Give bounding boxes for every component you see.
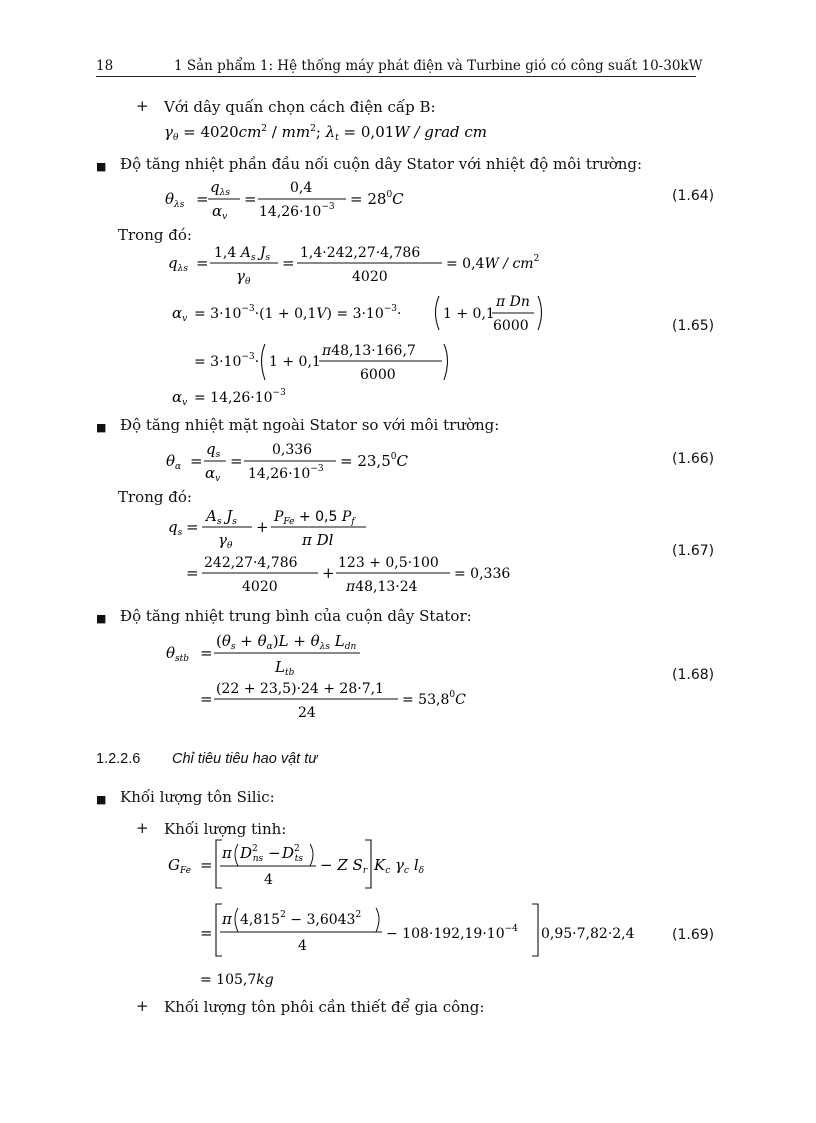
svg-text:GFe: $G_{Fe}$ (168, 856, 192, 876)
svg-text:(22 + 23,5)·24 + 28·7,1: (22 + 23,5)·24 + 28·7,1 (216, 681, 384, 697)
square-bullet: ■ (96, 421, 107, 434)
svg-text:π Dn: π Dn (496, 294, 530, 310)
svg-text:1 + 0,1: 1 + 0,1 (443, 306, 495, 322)
header-rule (96, 76, 696, 77)
svg-text:4020: 4020 (242, 579, 278, 595)
svg-text:As Js: $A_s$ $J_s$ (206, 507, 237, 527)
plus-bullet: + (136, 997, 149, 1015)
svg-text:14,26·10−3: $14,26\cdot 10^{-3}$ (248, 464, 324, 482)
where-label: Trong đó: (118, 488, 192, 506)
svg-text:π: π (222, 844, 232, 862)
equation-number-1-67: (1.67) (672, 543, 715, 559)
equation-number-1-69: (1.69) (672, 927, 715, 943)
formula-q-s-1 (160, 504, 420, 550)
svg-text:αv: $\alpha_v$ (212, 202, 228, 220)
svg-text:123 + 0,5·100: 123 + 0,5·100 (338, 555, 439, 571)
svg-text:4,8152 − 3,60432: $4,815^2 - 3,6043^2$ (240, 910, 362, 928)
svg-text:4020: 4020 (352, 269, 388, 285)
svg-text:=: = (186, 518, 199, 536)
svg-text:242,27·4,786: 242,27·4,786 (204, 555, 298, 571)
svg-text:0,95·7,82·2,4: 0,95·7,82·2,4 (541, 926, 635, 942)
svg-text:= 280C: = $28^0C$ (350, 190, 404, 208)
svg-text:= 3·10−3·: = $3\cdot 10^{-3}\cdot$ (194, 352, 260, 370)
svg-text:θstb: $\theta_{stb}$ (166, 644, 190, 664)
running-title: 1 Sản phẩm 1: Hệ thống máy phát điện và Turbine gió có công suất 10-30kW (174, 58, 703, 74)
plus-bullet: + (136, 97, 149, 115)
svg-text:=: = (282, 254, 295, 272)
svg-text:+: + (256, 518, 269, 536)
wire-insulation-text: Với dây quấn chọn cách điện cấp B: (164, 98, 436, 116)
silicon-mass-text: Khối lượng tôn Silic: (120, 788, 275, 806)
svg-text:=: = (186, 564, 199, 582)
svg-text:D2ns: $D^2$ ns (240, 844, 264, 864)
svg-text:−: − (268, 844, 281, 862)
svg-text:qλs: $q_{\lambda s}$ (168, 254, 188, 274)
svg-text:qλs: $q_{\lambda s}$ (210, 178, 230, 198)
formula-q-lambda-s (160, 240, 560, 286)
svg-text:6000: 6000 (493, 318, 529, 334)
svg-text:4: 4 (264, 872, 273, 888)
svg-text:=: = (190, 452, 203, 470)
section-number: 1.2.2.6 (96, 751, 141, 767)
formula-alpha-v-1 (160, 290, 560, 334)
formula-alpha-v-3 (160, 384, 360, 410)
svg-text:4: 4 (298, 938, 307, 954)
svg-text:= 14,26·10−3: = $14,26\cdot 10^{-3}$ (194, 388, 286, 406)
svg-text:=: = (200, 924, 213, 942)
svg-text:= 53,80C: = $53,8^0C$ (402, 690, 466, 708)
where-label: Trong đó: (118, 226, 192, 244)
svg-text:=: = (200, 856, 213, 874)
svg-text:=: = (244, 190, 257, 208)
formula-g-fe-1 (160, 836, 460, 892)
svg-text:D2ts: $D^2$ ts (282, 844, 304, 864)
svg-text:(θs + θα)L + θλs Ldn: $(\theta_s + \theta_\alpha)L + \theta_{\lambda s}$ $L_{dn}$ (216, 632, 357, 652)
formula-theta-stb-1 (160, 628, 420, 678)
svg-text:=: = (200, 644, 213, 662)
formula-gamma-lambda (160, 118, 520, 146)
svg-text:= 0,336: = 0,336 (454, 566, 511, 582)
formula-theta-lambda-s (160, 176, 420, 220)
svg-text:1,4·242,27·4,786: 1,4·242,27·4,786 (300, 245, 421, 261)
svg-text:=: = (196, 254, 209, 272)
square-bullet: ■ (96, 612, 107, 625)
equation-number-1-68: (1.68) (672, 667, 715, 683)
net-mass-text: Khối lượng tinh: (164, 820, 287, 838)
equation-number-1-64: (1.64) (672, 188, 715, 204)
formula-alpha-v-2 (160, 338, 460, 384)
svg-text:γθ = 4020cm2 / mm2; λt = 0,01W: $\gamma_\theta = 4020cm^2 / mm^2$; $\lambda_t = 0,01W$ / grad cm (164, 123, 488, 143)
svg-text:θα: $\theta_\alpha$ (166, 452, 182, 472)
svg-text:14,26·10−3: $14,26\cdot 10^{-3}$ (259, 202, 335, 220)
svg-text:0,336: 0,336 (272, 442, 313, 458)
svg-text:= 0,4W / cm2: = $0,4W / cm^2$ (446, 254, 540, 272)
blank-mass-text: Khối lượng tôn phôi cần thiết để gia công: (164, 998, 485, 1016)
formula-theta-stb-2 (160, 676, 500, 722)
svg-text:θλs: $\theta_{\lambda s}$ (165, 190, 185, 210)
svg-text:π Dl: π Dl (302, 531, 334, 549)
svg-text:γθ: $\gamma_\theta$ (236, 267, 251, 286)
svg-text:π48,13·24: π48,13·24 (346, 579, 418, 595)
formula-q-s-2 (160, 550, 540, 596)
svg-text:6000: 6000 (360, 367, 396, 383)
svg-text:= 105,7kg: = 105,7kg (200, 972, 274, 988)
avg-coil-temp-text: Độ tăng nhiệt trung bình của cuộn dây Stator: (120, 607, 472, 625)
outer-surface-temp-text: Độ tăng nhiệt mặt ngoài Stator so với môi trường: (120, 416, 500, 434)
svg-text:π48,13·166,7: π48,13·166,7 (322, 343, 416, 359)
equation-number-1-66: (1.66) (672, 451, 715, 467)
svg-text:=: = (200, 690, 213, 708)
svg-text:π: π (222, 910, 232, 928)
formula-g-fe-2 (160, 900, 680, 960)
end-connection-temp-text: Độ tăng nhiệt phần đầu nối cuộn dây Stator với nhiệt độ môi trường: (120, 155, 643, 173)
svg-text:1,4 As Js: 1,4 $A_s$ $J_s$ (214, 245, 271, 263)
square-bullet: ■ (96, 160, 107, 173)
equation-number-1-65: (1.65) (672, 318, 715, 334)
formula-g-fe-3 (160, 964, 360, 992)
square-bullet: ■ (96, 793, 107, 806)
svg-text:− Z Sr: − Z $S_r$ (320, 856, 368, 876)
svg-text:Ltb: $L_{tb}$ (275, 658, 295, 678)
svg-text:1 + 0,1: 1 + 0,1 (269, 354, 321, 370)
svg-text:0,4: 0,4 (290, 180, 313, 196)
svg-text:Kc γc lδ: $K_c$ $\gamma_c$ $l_\delta$ (374, 856, 425, 876)
svg-text:= 23,50C: = $23,5^0C$ (340, 452, 408, 470)
svg-text:+: + (322, 564, 335, 582)
plus-bullet: + (136, 819, 149, 837)
svg-text:=: = (196, 190, 209, 208)
svg-text:qs: $q_s$ (168, 518, 183, 538)
section-title: Chỉ tiêu tiêu hao vật tư (172, 751, 318, 767)
svg-text:αv: $\alpha_v$ (172, 388, 188, 408)
svg-text:αv: $\alpha_v$ (172, 304, 188, 324)
svg-text:γθ: $\gamma_\theta$ (218, 531, 233, 550)
svg-text:PFe + 0,5 Pf: $P_{Fe} + 0,5$ $P_f$ (274, 509, 355, 527)
formula-theta-alpha (160, 438, 460, 482)
page-number: 18 (96, 58, 114, 74)
svg-text:qs: $q_s$ (206, 440, 221, 460)
svg-text:24: 24 (298, 705, 316, 721)
svg-text:= 3·10−3·(1 + 0,1V) = 3·10−3·: = $3\cdot 10^{-3}\cdot(1 + 0,1V) = 3\cdot 10^{-3}\cdot$ (194, 304, 402, 322)
svg-text:− 108·192,19·10−4: − $108\cdot 192,19\cdot 10^{-4}$ (386, 924, 518, 942)
svg-text:=: = (230, 452, 243, 470)
svg-text:αv: $\alpha_v$ (205, 464, 221, 482)
